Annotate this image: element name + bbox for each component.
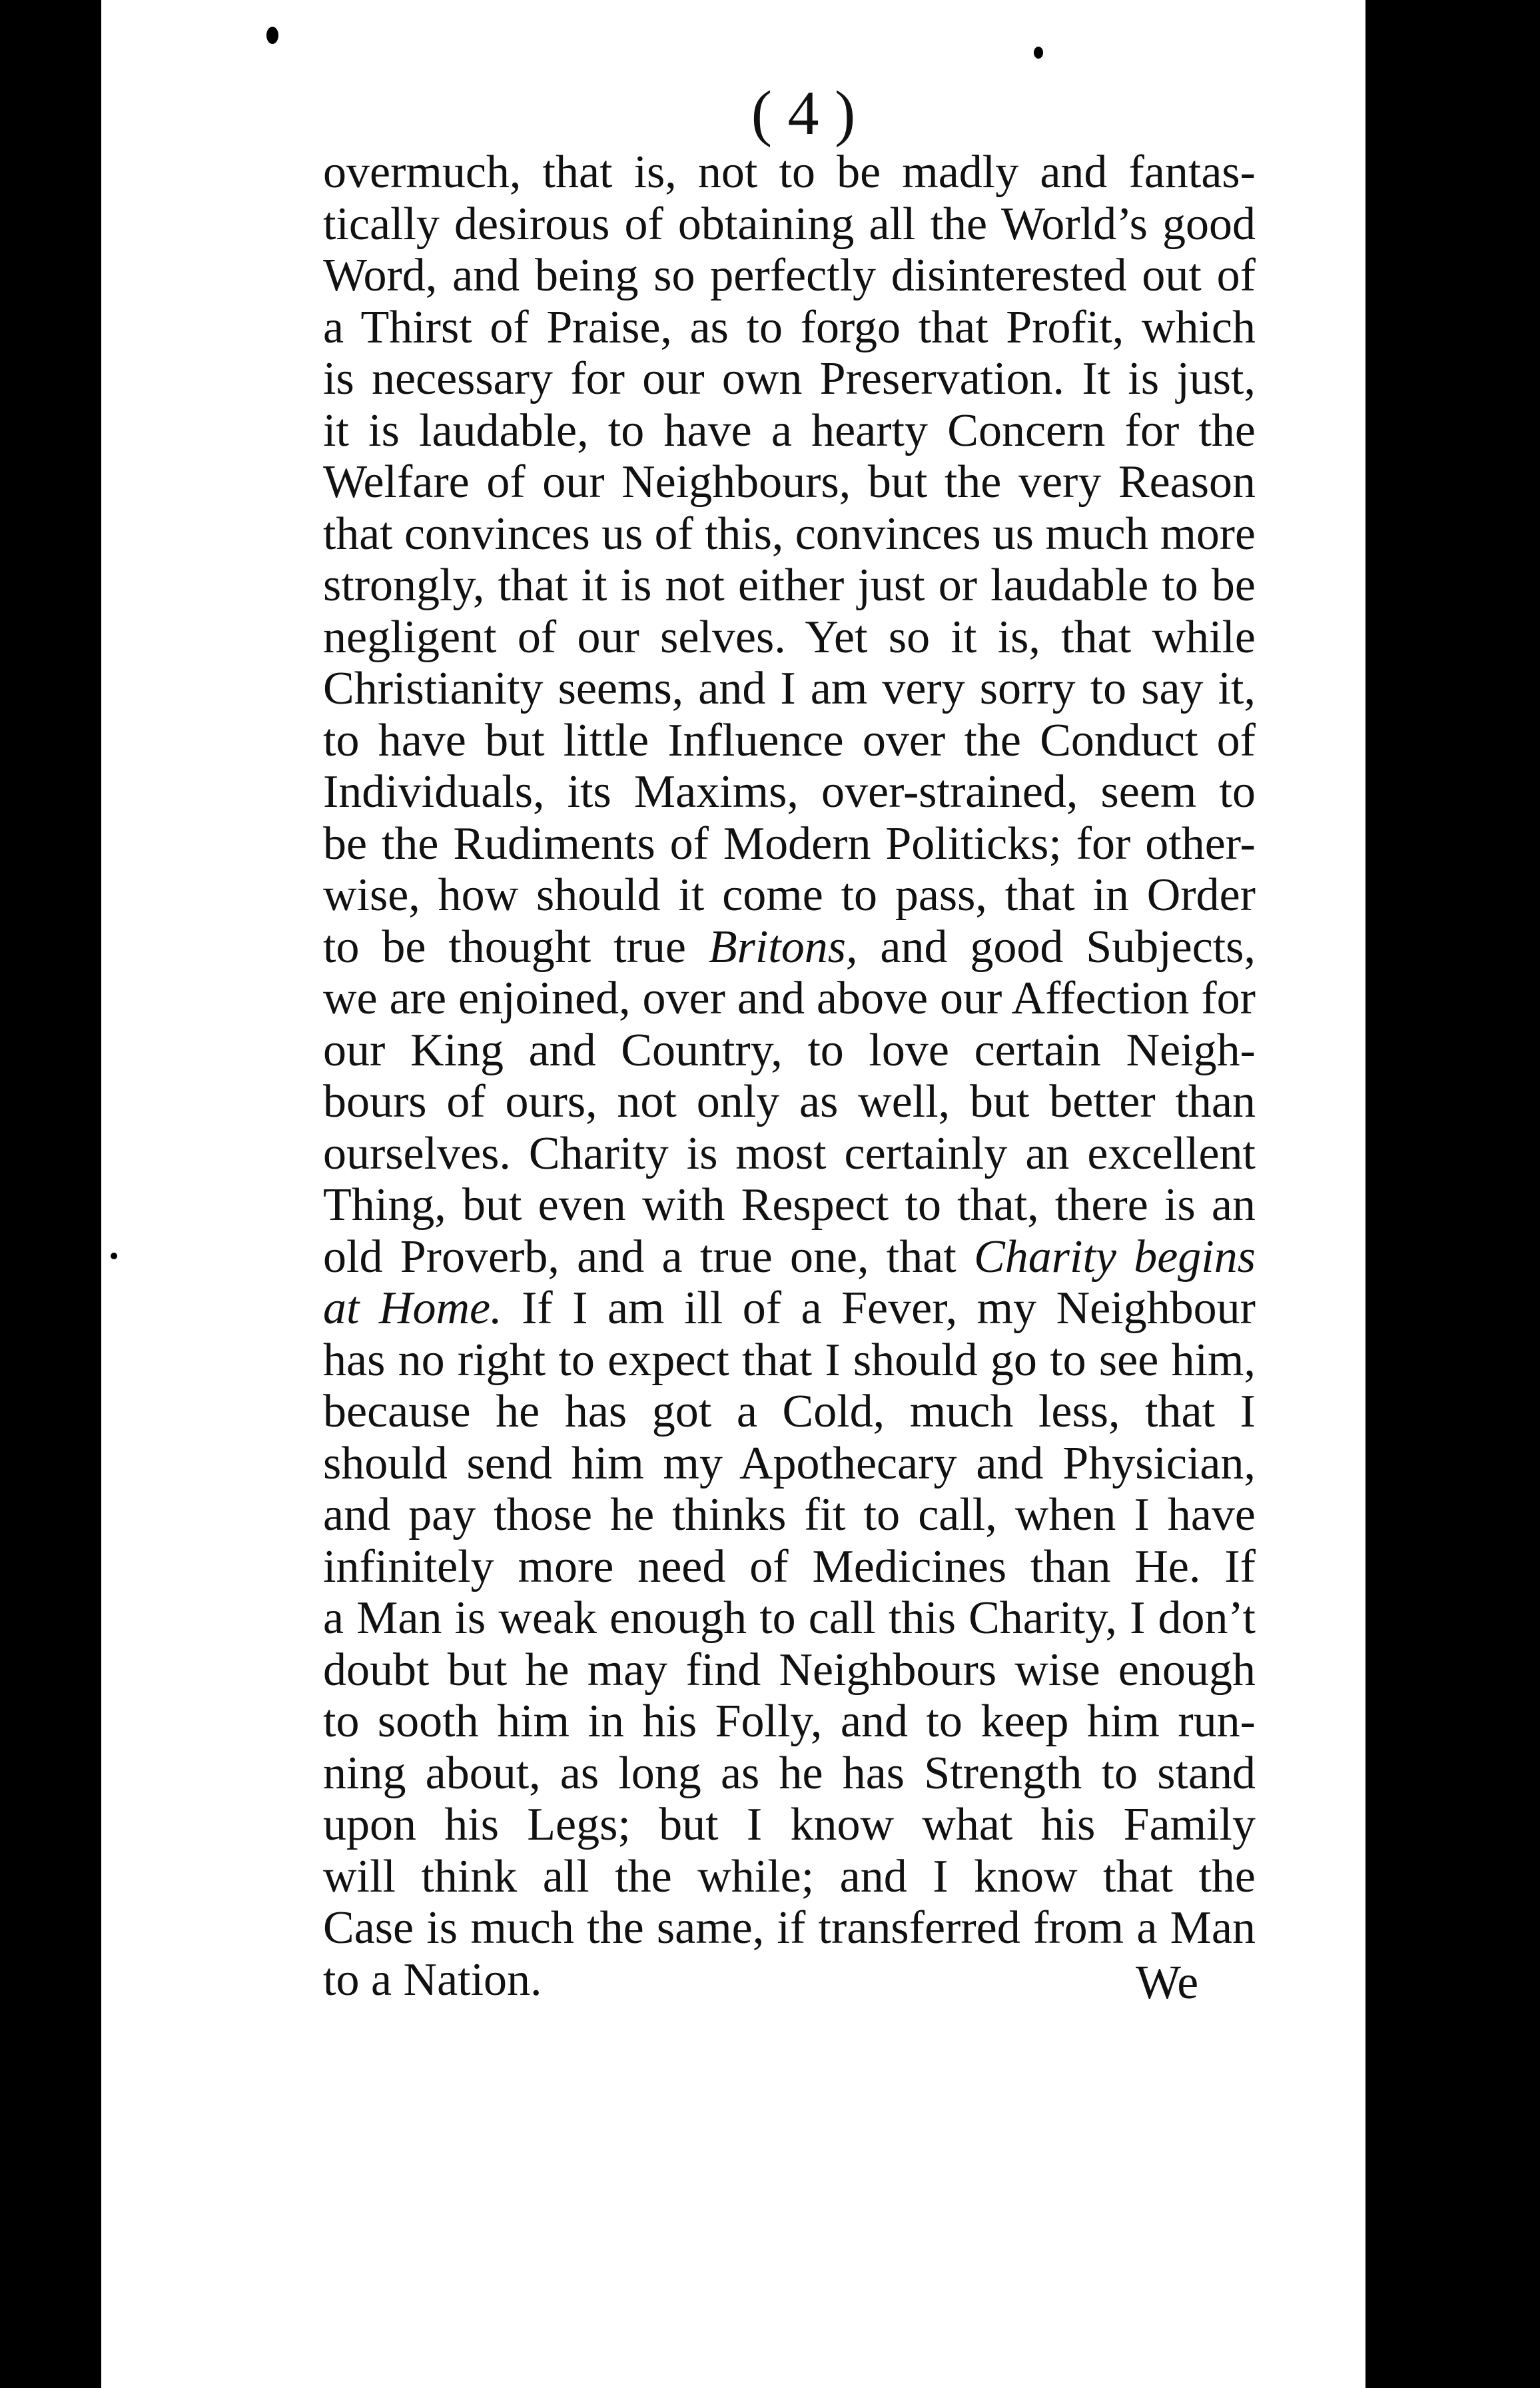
text-line: ning about, as long as he has Strength to stand	[323, 1747, 1256, 1799]
italic-text: at Home.	[323, 1283, 502, 1334]
catchword: We	[1136, 1956, 1199, 2009]
text-line	[323, 921, 1256, 973]
text-line	[323, 1283, 1256, 1335]
text-line: negligent of our selves. Yet so it is, that while	[323, 611, 1256, 663]
text-line	[323, 1231, 1256, 1283]
text-line: Thing, but even with Respect to that, there is an	[323, 1179, 1256, 1231]
text-line: doubt but he may find Neighbours wise enough	[323, 1644, 1256, 1696]
text-line: it is laudable, to have a hearty Concern for the	[323, 404, 1256, 456]
ink-speck	[1034, 47, 1043, 59]
text-line: upon his Legs; but I know what his Family	[323, 1799, 1256, 1850]
text-line: to have but little Influence over the Conduct of	[323, 714, 1256, 766]
text-line: Welfare of our Neighbours, but the very Reason	[323, 456, 1256, 508]
text-line: and pay those he thinks fit to call, when I have	[323, 1489, 1256, 1540]
text-line: should send him my Apothecary and Physician,	[323, 1437, 1256, 1489]
text-line: to a Nation.	[323, 1954, 542, 2006]
text-line: Individuals, its Maxims, over-strained, seem to	[323, 766, 1256, 818]
text-line: infinitely more need of Medicines than He. If	[323, 1540, 1256, 1592]
text-line: we are enjoined, over and above our Affection for	[323, 973, 1256, 1024]
italic-text: Britons,	[708, 921, 858, 973]
text-line: a Man is weak enough to call this Charity, I don’t	[323, 1592, 1256, 1644]
text-line: Word, and being so perfectly disinterested out of	[323, 250, 1256, 301]
page-number: ( 4 )	[751, 79, 856, 148]
text-line: that convinces us of this, convinces us much more	[323, 508, 1256, 560]
text-line: overmuch, that is, not to be madly and fantas-	[323, 147, 1256, 198]
text-line: Case is much the same, if transferred from a Man	[323, 1902, 1256, 1954]
text-line: strongly, that it is not either just or laudable to be	[323, 560, 1256, 611]
body-text	[323, 147, 1256, 2006]
text-line: tically desirous of obtaining all the World’s good	[323, 198, 1256, 250]
text-line: our King and Country, to love certain Neigh-	[323, 1024, 1256, 1076]
text-line: wise, how should it come to pass, that in Order	[323, 870, 1256, 921]
text-line: to sooth him in his Folly, and to keep him run-	[323, 1696, 1256, 1747]
text-line: because he has got a Cold, much less, that I	[323, 1386, 1256, 1437]
ink-speck	[266, 27, 278, 44]
text-line: ourselves. Charity is most certainly an excellent	[323, 1127, 1256, 1179]
text-run: and good Subjects,	[857, 921, 1256, 973]
text-line: Christianity seems, and I am very sorry to say it,	[323, 663, 1256, 714]
text-line: will think all the while; and I know that the	[323, 1850, 1256, 1902]
text-line: bours of ours, not only as well, but better than	[323, 1076, 1256, 1127]
text-line: a Thirst of Praise, as to forgo that Profit, which	[323, 301, 1256, 353]
text-run: If I am ill of a Fever, my Neighbour	[502, 1283, 1256, 1334]
text-line: be the Rudiments of Modern Politicks; for other-	[323, 818, 1256, 870]
text-line: is necessary for our own Preservation. It is just,	[323, 353, 1256, 404]
ink-speck	[111, 1253, 117, 1259]
text-run: to be thought true	[323, 921, 709, 973]
text-line: has no right to expect that I should go to see him,	[323, 1334, 1256, 1386]
italic-text: Charity begins	[974, 1231, 1256, 1283]
text-run: old Proverb, and a true one, that	[323, 1231, 974, 1283]
